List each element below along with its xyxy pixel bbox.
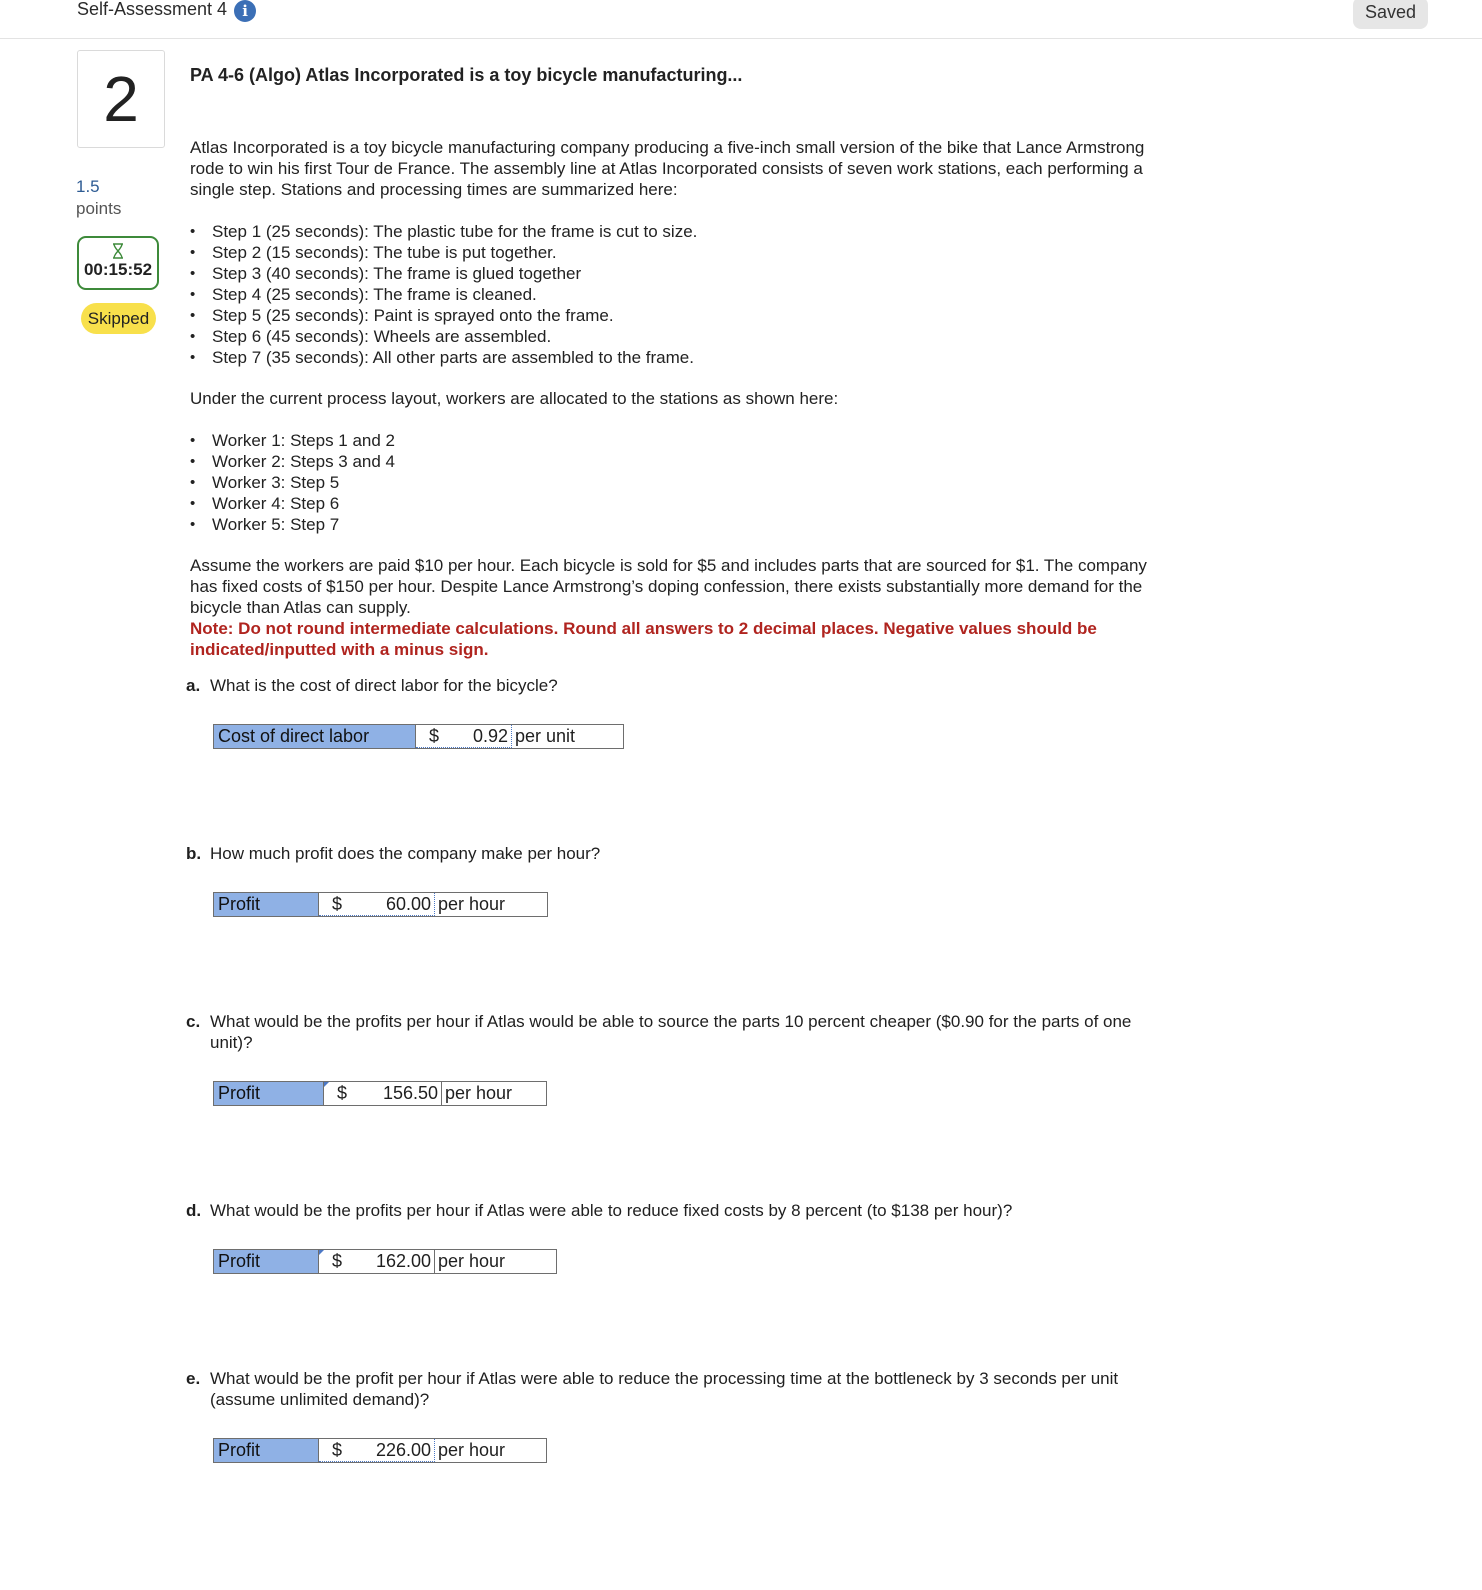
part-text: What would be the profits per hour if Atlas were able to reduce fixed costs by 8 percent (to $138 per hour)? [210, 1201, 1013, 1220]
part-c-answer-input[interactable] [324, 1082, 442, 1105]
workers-list [190, 430, 1170, 535]
list-item: • Worker 2: Steps 3 and 4 [190, 451, 1170, 472]
steps-list [190, 221, 1170, 368]
part-letter: a. [186, 676, 201, 695]
answer-label: Profit [214, 1439, 319, 1462]
part-a-question [186, 675, 1166, 696]
part-d-answer-input[interactable] [319, 1250, 435, 1273]
saved-status-badge: Saved [1353, 0, 1428, 29]
currency-symbol: $ [331, 894, 342, 914]
assignment-title [77, 0, 256, 22]
answer-label: Cost of direct labor [214, 725, 416, 748]
skipped-status-badge: Skipped [81, 303, 156, 334]
list-item: • Step 5 (25 seconds): Paint is sprayed onto the frame. [190, 305, 1170, 326]
answer-unit: per hour [438, 894, 506, 914]
part-b-answer-row [213, 892, 548, 917]
answer-value[interactable]: 226.00 [375, 1440, 431, 1460]
list-item: • Step 4 (25 seconds): The frame is cleaned. [190, 284, 1170, 305]
part-letter: e. [186, 1369, 201, 1388]
question-timer [77, 236, 159, 290]
info-icon[interactable]: i [234, 0, 256, 22]
answer-value[interactable]: 60.00 [385, 894, 431, 914]
part-d-answer-row [213, 1249, 557, 1274]
field-marker [319, 1250, 324, 1255]
answer-unit: per hour [438, 1251, 506, 1271]
part-text: How much profit does the company make per hour? [210, 844, 601, 863]
list-item: • Step 3 (40 seconds): The frame is glued together [190, 263, 1170, 284]
currency-symbol: $ [331, 1251, 342, 1271]
part-c-answer-row [213, 1081, 547, 1106]
answer-value[interactable]: 156.50 [382, 1083, 438, 1103]
currency-symbol: $ [336, 1083, 347, 1103]
assumption-text: Assume the workers are paid $10 per hour. Each bicycle is sold for $5 and includes parts that are sourced for $1. The company has fixed costs of $150 per hour. Despite Lance Armstrong’s doping confession, there exists substantially more demand for the bicycle than Atlas can supply. [190, 556, 1147, 617]
list-item: • Step 1 (25 seconds): The plastic tube for the frame is cut to size. [190, 221, 1170, 242]
part-e-answer-row [213, 1438, 547, 1463]
assignment-title-text: Self-Assessment 4 [77, 0, 228, 19]
points-label: points [76, 199, 122, 218]
part-text: What is the cost of direct labor for the bicycle? [210, 676, 558, 695]
currency-symbol: $ [331, 1440, 342, 1460]
list-item: • Worker 4: Step 6 [190, 493, 1170, 514]
top-bar [0, 0, 1482, 39]
part-c-question [186, 1011, 1166, 1053]
answer-unit: per unit [515, 726, 576, 746]
answer-label: Profit [214, 1082, 324, 1105]
answer-unit: per hour [438, 1440, 506, 1460]
part-letter: c. [186, 1012, 201, 1031]
answer-value[interactable]: 162.00 [375, 1251, 431, 1271]
part-d-question [186, 1200, 1166, 1221]
question-content [190, 62, 1170, 660]
list-item: • Worker 5: Step 7 [190, 514, 1170, 535]
part-a-answer-row [213, 724, 624, 749]
timer-value: 00:15:52 [83, 260, 153, 279]
list-item: • Worker 3: Step 5 [190, 472, 1170, 493]
part-e-answer-input[interactable] [319, 1439, 435, 1462]
part-text: What would be the profits per hour if Atlas would be able to source the parts 10 percent cheaper ($0.90 for the parts of one unit)? [210, 1012, 1132, 1052]
instruction-note: Note: Do not round intermediate calculations. Round all answers to 2 decimal places. Negative values should be indicated/inputted with a minus sign. [190, 619, 1097, 659]
part-letter: b. [186, 844, 202, 863]
part-text: What would be the profit per hour if Atlas were able to reduce the processing time at the bottleneck by 3 seconds per unit (assume unlimited demand)? [210, 1369, 1119, 1409]
list-item: • Step 7 (35 seconds): All other parts are assembled to the frame. [190, 347, 1170, 368]
part-a-answer-input[interactable] [416, 725, 512, 748]
part-letter: d. [186, 1201, 202, 1220]
currency-symbol: $ [428, 726, 439, 746]
list-item: • Step 2 (15 seconds): The tube is put together. [190, 242, 1170, 263]
answer-unit: per hour [445, 1083, 513, 1103]
answer-label: Profit [214, 893, 319, 916]
part-b-answer-input[interactable] [319, 893, 435, 916]
answer-value[interactable]: 0.92 [472, 726, 508, 746]
list-item: • Step 6 (45 seconds): Wheels are assembled. [190, 326, 1170, 347]
part-b-question [186, 843, 1166, 864]
question-number: 2 [77, 50, 165, 148]
part-e-question [186, 1368, 1166, 1410]
answer-label: Profit [214, 1250, 319, 1273]
points-value: 1.5 [76, 177, 100, 196]
workers-intro: Under the current process layout, workers are allocated to the stations as shown here: [190, 389, 839, 408]
hourglass-icon [111, 243, 125, 259]
question-intro: Atlas Incorporated is a toy bicycle manufacturing company producing a five-inch small version of the bike that Lance Armstrong rode to win his first Tour de France. The assembly line at Atlas Incorporated consists of seven work stations, each performing a single step. Stations and processing times are summarized here: [190, 138, 1145, 199]
list-item: • Worker 1: Steps 1 and 2 [190, 430, 1170, 451]
field-marker [324, 1082, 329, 1087]
question-title: PA 4-6 (Algo) Atlas Incorporated is a toy bicycle manufacturing... [190, 65, 743, 85]
